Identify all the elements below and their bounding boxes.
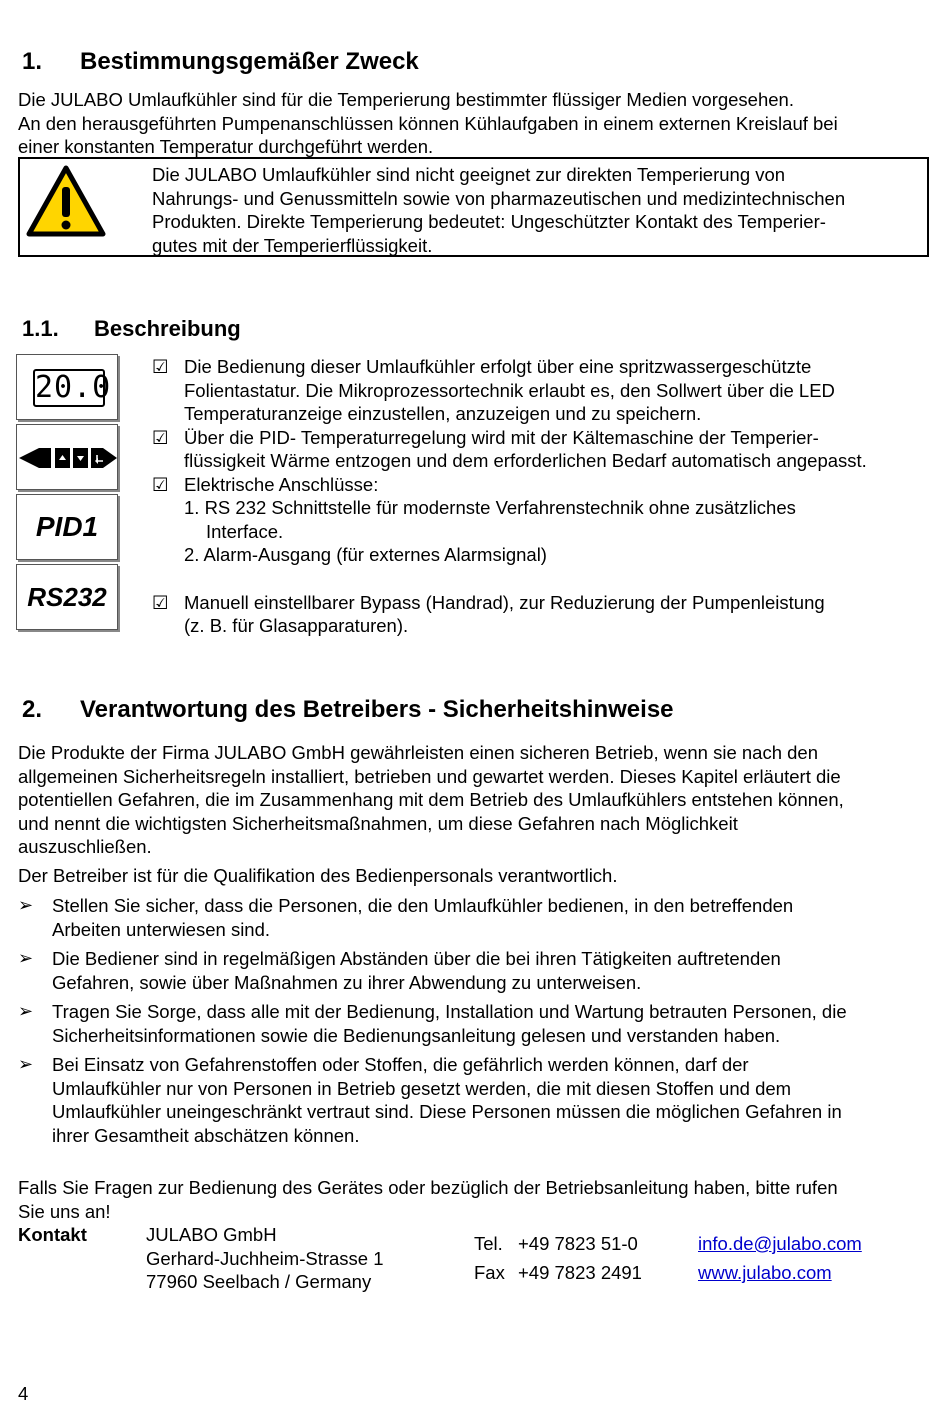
arrow-bullet-icon: ➢ <box>18 1001 34 1021</box>
bullet-line: Bei Einsatz von Gefahrenstoffen oder Stoffen, die gefährlich werden können, darf der <box>52 1054 749 1075</box>
checkbox-icon: ☑ <box>152 591 169 613</box>
feature-line: 1. RS 232 Schnittstelle für modernste Verfahrenstechnik ohne zusätzliches <box>184 497 796 518</box>
section-2-line: potentiellen Gefahren, die im Zusammenhang mit dem Betrieb des Umlaufkühlers entstehen können, <box>18 789 844 810</box>
bullet-line: Gefahren, sowie über Maßnahmen zu ihrer Abwendung zu unterweisen. <box>52 971 642 993</box>
bullet-line: Stellen Sie sicher, dass die Personen, die den Umlaufkühler bedienen, in den betreffenden <box>52 895 794 916</box>
contact-intro-line: Sie uns an! <box>18 1200 111 1222</box>
contact-label: Kontakt <box>18 1224 87 1245</box>
feature-line: (z. B. für Glasapparaturen). <box>184 615 409 636</box>
section-2-line: auszuschließen. <box>18 836 152 857</box>
warning-box <box>18 157 929 257</box>
feature-line: Die Bedienung dieser Umlaufkühler erfolgt über eine spritzwassergeschützte <box>184 356 812 377</box>
feature-item <box>152 426 932 473</box>
street-address: Gerhard-Juchheim-Strasse 1 <box>146 1247 384 1269</box>
section-2-line: Die Produkte der Firma JULABO GmbH gewährleisten einen sicheren Betrieb, wenn sie nach den <box>18 742 819 763</box>
pid-label: PID1 <box>35 511 99 542</box>
safety-bullet-list <box>18 888 930 1147</box>
feature-line: Interface. <box>206 520 284 542</box>
warning-line: Nahrungs- und Genussmitteln sowie von pharmazeutischen und medizintechnischen <box>152 187 846 209</box>
checkbox-icon: ☑ <box>152 426 169 448</box>
fax-number: +49 7823 2491 <box>518 1262 642 1283</box>
warning-line: Produkten. Direkte Temperierung bedeutet: Ungeschützter Kontakt des Temperier- <box>152 211 826 232</box>
feature-line: Manuell einstellbarer Bypass (Handrad), zur Reduzierung der Pumpenleistung <box>184 591 825 613</box>
checkbox-icon: ☑ <box>152 473 169 495</box>
section-1-1-heading <box>22 316 241 342</box>
feature-line: 2. Alarm-Ausgang (für externes Alarmsignal) <box>184 544 547 565</box>
section-1-paragraph <box>18 88 930 159</box>
rs232-panel <box>16 564 118 630</box>
section-1-number: 1. <box>22 48 43 75</box>
safety-bullet <box>18 894 930 941</box>
fax-label: Fax <box>474 1262 505 1283</box>
led-display <box>33 369 112 407</box>
feature-line: Elektrische Anschlüsse: <box>184 473 379 495</box>
feature-line: Folientastatur. Die Mikroprozessortechnik erlaubt es, den Sollwert über die LED <box>184 379 835 401</box>
section-2-number: 2. <box>22 696 43 723</box>
arrow-bullet-icon: ➢ <box>18 948 34 968</box>
temperature-display-panel <box>16 354 118 420</box>
contact-phone-labels <box>474 1229 505 1287</box>
feature-line: flüssigkeit Wärme entzogen und dem erforderlichen Bedarf automatisch angepasst. <box>184 450 867 471</box>
pid-panel <box>16 494 118 560</box>
feature-item <box>152 355 932 426</box>
city-address: 77960 Seelbach / Germany <box>146 1271 372 1292</box>
bullet-line: Die Bediener sind in regelmäßigen Abständen über die bei ihren Tätigkeiten auftretenden <box>52 948 781 969</box>
rs232-label: RS232 <box>27 582 107 612</box>
checkbox-icon: ☑ <box>152 356 169 377</box>
section-1-1-title: Beschreibung <box>94 316 241 341</box>
bullet-line: Umlaufkühler uneingeschränkt vertraut sind. Diese Personen müssen die möglichen Gefahren in <box>52 1101 842 1122</box>
section-2-line: allgemeinen Sicherheitsregeln installiert, betrieben und gewartet werden. Dieses Kapitel erläutert die <box>18 765 841 787</box>
keypad-arrows-icon <box>19 447 117 469</box>
bullet-line: Tragen Sie Sorge, dass alle mit der Bedienung, Installation und Wartung betrauten Personen, die <box>52 1001 847 1022</box>
display-value: 20.0 <box>35 370 112 405</box>
warning-line: Die JULABO Umlaufkühler sind nicht geeignet zur direkten Temperierung von <box>152 164 786 185</box>
section-2-line: und nennt die wichtigsten Sicherheitsmaßnahmen, um diese Gefahren nach Möglichkeit <box>18 812 738 834</box>
contact-address <box>146 1223 384 1294</box>
email-link[interactable]: info.de@julabo.com <box>698 1233 862 1254</box>
website-link[interactable]: www.julabo.com <box>698 1262 832 1283</box>
section-2-heading <box>22 696 674 724</box>
warning-line: gutes mit der Temperierflüssigkeit. <box>152 234 433 256</box>
arrow-bullet-icon: ➢ <box>18 895 34 915</box>
feature-list <box>152 355 932 638</box>
contact-intro <box>18 1176 930 1223</box>
feature-item <box>152 473 932 567</box>
tel-number: +49 7823 51-0 <box>518 1233 638 1254</box>
bullet-line: Arbeiten unterwiesen sind. <box>52 918 271 940</box>
bullet-line: ihrer Gesamtheit abschätzen können. <box>52 1124 360 1146</box>
contact-intro-line: Falls Sie Fragen zur Bedienung des Gerätes oder bezüglich der Betriebsanleitung haben, bitte rufen <box>18 1177 838 1198</box>
company-name: JULABO GmbH <box>146 1224 277 1245</box>
section-1-heading <box>22 48 419 76</box>
feature-line: Temperaturanzeige einzustellen, anzuzeigen und zu speichern. <box>184 403 702 424</box>
bullet-line: Umlaufkühler nur von Personen in Betrieb gesetzt werden, die mit diesen Stoffen und dem <box>52 1077 792 1099</box>
warning-triangle-icon <box>26 165 106 237</box>
section-2-paragraph <box>18 741 930 887</box>
safety-bullet <box>18 1053 930 1147</box>
keypad-panel <box>16 424 118 490</box>
warning-text <box>152 163 912 257</box>
safety-bullet <box>18 1000 930 1047</box>
page-number: 4 <box>18 1383 29 1404</box>
feature-item <box>152 591 932 638</box>
tel-label: Tel. <box>474 1233 503 1254</box>
section-1-line: An den herausgeführten Pumpenanschlüssen können Kühlaufgaben in einem externen Kreislauf bei <box>18 112 838 134</box>
feature-line: Über die PID- Temperaturregelung wird mit der Kältemaschine der Temperier- <box>184 426 819 448</box>
section-1-title: Bestimmungsgemäßer Zweck <box>80 48 419 75</box>
section-2-title: Verantwortung des Betreibers - Sicherheitshinweise <box>80 696 674 723</box>
bullet-line: Sicherheitsinformationen sowie die Bedienungsanleitung gelesen und verstanden haben. <box>52 1024 781 1046</box>
contact-links <box>698 1229 862 1287</box>
section-1-line: Die JULABO Umlaufkühler sind für die Temperierung bestimmter flüssiger Medien vorgesehen. <box>18 89 794 110</box>
section-1-line: einer konstanten Temperatur durchgeführt werden. <box>18 136 434 157</box>
safety-bullet <box>18 947 930 994</box>
section-1-1-number: 1.1. <box>22 316 59 341</box>
contact-phone-numbers <box>518 1229 642 1287</box>
arrow-bullet-icon: ➢ <box>18 1054 34 1074</box>
operator-responsibility: Der Betreiber ist für die Qualifikation des Bedienpersonals verantwortlich. <box>18 864 618 886</box>
